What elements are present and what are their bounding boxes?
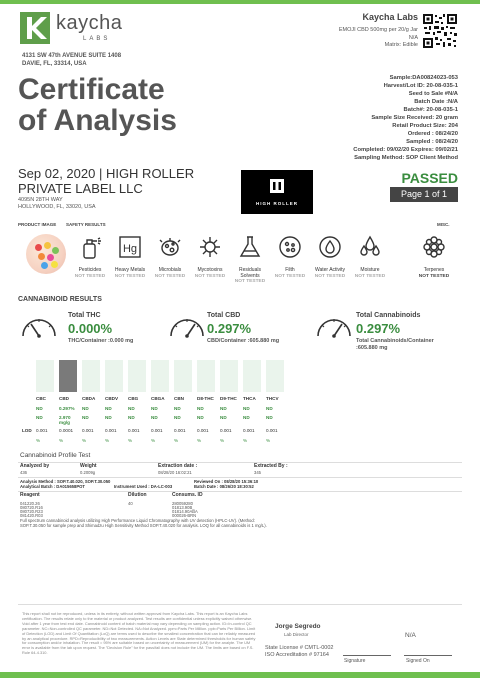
cell: % — [151, 438, 156, 443]
instrument-used: Instrument Used : DA-LC-003 — [114, 484, 173, 489]
status-badge: PASSED — [401, 170, 458, 186]
cell: % — [82, 438, 87, 443]
moisture-icon — [357, 234, 383, 260]
test-name: Moisture — [360, 267, 380, 273]
logo-text: kaycha — [56, 12, 123, 34]
cannabinoid-results-title: CANNABINOID RESULTS — [18, 296, 102, 303]
thc-gauge-icon — [20, 314, 58, 338]
completed-date: Completed: 09/02/20 Expires: 09/02/21 — [353, 147, 458, 154]
cell: 0.297% — [59, 406, 75, 411]
test-pesticides — [70, 232, 110, 280]
test-microbials — [150, 232, 190, 280]
client-address-2: HOLLYWOOD, FL, 33020, USA — [18, 204, 96, 210]
consums-label: Consums. ID — [172, 492, 203, 498]
test-name: Water Activity — [314, 267, 346, 273]
address-line-1: 4131 SW 47th AVENUE SUITE 1408 — [22, 53, 122, 59]
test-name: Residuals Solvents — [239, 267, 261, 279]
microbials-icon — [157, 234, 183, 260]
page-indicator: Page 1 of 1 — [390, 187, 458, 202]
thc-container: THC/Container :0.000 mg — [68, 338, 134, 344]
total-cannabinoids-container — [356, 338, 434, 352]
test-water-activity — [310, 232, 350, 280]
total-cbd-value: 0.297% — [207, 321, 252, 336]
extracted-by-label: Extracted By : — [254, 463, 288, 469]
bar-d9-thc — [220, 360, 238, 392]
col-thca: THCA — [243, 396, 256, 401]
heavy-metals-icon — [117, 234, 143, 260]
kaycha-logo-icon — [20, 12, 50, 44]
lab-name: Kaycha Labs — [362, 12, 418, 22]
cell: 0.0001 — [59, 428, 74, 433]
cell: % — [174, 438, 179, 443]
cell: ND — [243, 406, 250, 411]
reagent-item: 080720.R23 — [20, 509, 43, 514]
signed-on-label: Signed On — [406, 658, 430, 664]
cell: ND — [151, 415, 158, 420]
cell: 0.001 — [151, 428, 163, 433]
cell: 2.970 mg/g — [59, 415, 71, 425]
total-cbd-label: Total CBD — [207, 312, 241, 319]
product-image-label: PRODUCT IMAGE — [18, 222, 57, 227]
brand-mark-icon — [270, 179, 284, 193]
sample-id: Sample:DA00824023-053 — [389, 75, 458, 81]
iso-accreditation: ISO Accreditation # 97164 — [265, 652, 329, 658]
analyzed-by-value: 436 — [20, 470, 27, 475]
cell: 0.001 — [82, 428, 94, 433]
test-terpenes — [414, 232, 454, 280]
col-d8-thc: D8-THC — [197, 396, 214, 401]
top-accent-bar — [0, 0, 480, 4]
water-activity-icon — [317, 234, 343, 260]
cell: % — [220, 438, 225, 443]
reagent-item: 041220.26 — [20, 501, 40, 506]
cell: ND — [174, 415, 181, 420]
client-header — [18, 166, 194, 196]
lod-label: LOD — [22, 428, 32, 433]
cell: ND — [174, 406, 181, 411]
divider — [18, 477, 462, 478]
cell: ND — [220, 415, 227, 420]
test-status: NOT TESTED — [234, 279, 266, 284]
col-thcv: THCV — [266, 396, 279, 401]
batch-date: Batch Date :N/A — [414, 99, 458, 106]
logo-subtext: LABS — [83, 36, 111, 42]
matrix: Matrix: Edible — [384, 42, 418, 48]
mycotoxins-icon — [197, 234, 223, 260]
cell: 0.001 — [243, 428, 255, 433]
cell: ND — [266, 406, 273, 411]
product-na: N/A — [408, 34, 418, 41]
consums-item: 01814.90ABA — [172, 509, 198, 514]
safety-tests — [70, 232, 470, 292]
terpenes-icon — [421, 234, 447, 260]
cell: % — [197, 438, 202, 443]
sample-metadata — [353, 74, 458, 163]
table-row-lod — [22, 428, 296, 435]
test-mycotoxins — [190, 232, 230, 280]
accreditation — [265, 645, 333, 659]
test-moisture — [350, 232, 390, 280]
bar-cbc — [36, 360, 54, 392]
cell: ND — [36, 406, 43, 411]
cell: % — [243, 438, 248, 443]
divider — [18, 491, 462, 492]
bar-cbg — [128, 360, 146, 392]
test-name: Mycotoxins — [197, 267, 223, 273]
ordered-date: Ordered : 08/24/20 — [407, 131, 458, 138]
sampling-method: Sampling Method: SOP Client Method — [354, 155, 458, 162]
product-image — [26, 234, 66, 274]
bar-d8-thc — [197, 360, 215, 392]
client-address-1: 4095N 28TH WAY — [18, 197, 63, 203]
cell: % — [128, 438, 133, 443]
total-thc-label: Total THC — [68, 312, 101, 319]
safety-results-label: SAFETY RESULTS — [66, 222, 106, 227]
bar-cbga — [151, 360, 169, 392]
dilution-value: 40 — [128, 501, 133, 506]
analysis-method: Analysis Method : SOP.T.40.020, SOP.T.30.050 — [20, 479, 111, 484]
test-name: Filth — [285, 267, 295, 273]
test-status: NOT TESTED — [314, 273, 346, 279]
test-status: NOT TESTED — [74, 273, 106, 279]
test-status: NOT TESTED — [194, 273, 226, 279]
cell: ND — [36, 415, 43, 420]
consums-item: 000026-BRN — [172, 513, 197, 518]
cell: % — [36, 438, 41, 443]
test-status: NOT TESTED — [274, 273, 306, 279]
extraction-date-value: 08/28/20 16:02:21 — [158, 470, 192, 475]
cell: ND — [220, 406, 227, 411]
table-row-unit — [36, 438, 296, 445]
test-name: Heavy Metals — [114, 267, 146, 273]
cell: % — [266, 438, 271, 443]
bar-thca — [243, 360, 261, 392]
cell: % — [59, 438, 64, 443]
col-cbn: CBN — [174, 396, 184, 401]
weight-value: 0.2009g — [80, 470, 96, 475]
lab-director-name: Jorge Segredo — [275, 623, 321, 630]
bottom-accent-bar — [0, 672, 480, 678]
batch-number: Batch#: 20-08-035-1 — [403, 107, 458, 114]
test-name: Terpenes — [423, 267, 445, 273]
product-line: EMOJI CBD 500mg per 20/g Jar — [338, 27, 418, 33]
consums-item: 01813.90B_ — [172, 505, 195, 510]
test-status: NOT TESTED — [418, 273, 450, 279]
col-cbd: CBD — [59, 396, 69, 401]
disclaimer-text: This report shall not be reproduced, unless in its entirety, without written approval from Kaycha Labs. This report is an Kaycha Labs certification. The results relate only to the material or product analyzed. Test results are confidential unless explicitly waived otherwise. Void after 1 year from test end date. Cannabinoid content of batch material may vary depending on sampling action. ID=In-control QC parameter. NC=Non-controlled QC parameter. ND=Not Detected. NA=Not Analyzed. ppm=Parts Per Million. ppb=Parts Per Billion. Limit of Detection (LOD) and Limit Of Quantitation (LoQ) are terms used to describe the smallest concentration that can be reliably measured by an analytical procedure. RPD=Reproducibility of two measurements. Action Levels are State determined thresholds for human safety for consumption and/or inhalation. The result = 95% are suitable based on uncertainty of measurement (UM) for the analyte. The UM error is available from the lab upon request. The "Decision Rule" for the pass/fail does not include the UM. The limits are based on F.S. Rule 64-4.310. — [22, 611, 256, 656]
signature-line — [343, 655, 391, 656]
consums-item: 280059280 — [172, 501, 193, 506]
cell: ND — [197, 406, 204, 411]
bar-cbd — [59, 360, 77, 392]
cell: 0.001 — [105, 428, 117, 433]
bar-thcv — [266, 360, 284, 392]
filth-icon — [277, 234, 303, 260]
lab-address — [22, 52, 121, 68]
table-row-percent — [36, 406, 296, 413]
title-line-1: Certificate — [18, 73, 165, 106]
cell: 0.001 — [220, 428, 232, 433]
total-cannabinoids-label: Total Cannabinoids — [356, 312, 421, 319]
test-status: NOT TESTED — [114, 273, 146, 279]
extraction-date-label: Extraction date : — [158, 463, 198, 469]
bar-cbda — [82, 360, 100, 392]
cell: ND — [266, 415, 273, 420]
total-thc-value: 0.000% — [68, 321, 113, 336]
client-address — [18, 197, 96, 211]
table-row-mgg — [36, 415, 296, 425]
sample-size: Sample Size Received: 20 gram — [371, 115, 458, 122]
test-name: Microbials — [158, 267, 182, 273]
test-status: NOT TESTED — [154, 273, 186, 279]
cell: % — [105, 438, 110, 443]
residuals-solvents-icon — [237, 234, 263, 260]
seed-to-sale: Seed to Sale #N/A — [408, 91, 458, 98]
signed-on-line — [404, 655, 452, 656]
cell: ND — [82, 406, 89, 411]
misc-label: MISC. — [437, 222, 450, 227]
profile-test-title: Cannabinoid Profile Test — [20, 452, 91, 459]
footer-divider — [18, 604, 462, 605]
method-note: Full spectrum cannabinoid analysis utilizing High Performance Liquid Chromatography with UV detection (HPLC-UV). (Method: SOP.T.30.050 for sample prep and Shimadzu High Sensitivity Method SOP.T.40.020 for analysis. LOQ for all cannabinoids is 1 mg/L). — [20, 518, 267, 528]
product-info — [339, 27, 418, 50]
total-cannabinoids-gauge-icon — [315, 314, 353, 338]
address-line-2: DAVIE, FL, 33314, USA — [22, 61, 87, 67]
bar-cbn — [174, 360, 192, 392]
cell: ND — [82, 415, 89, 420]
total-container-label: Total Cannabinoids/Container — [356, 338, 434, 344]
brand-name: HIGH ROLLER — [256, 201, 298, 206]
bar-cbdv — [105, 360, 123, 392]
col-cbda: CBDA — [82, 396, 96, 401]
cell: 0.001 — [197, 428, 209, 433]
title-line-2: of Analysis — [18, 104, 177, 137]
signature-label: Signature — [344, 658, 366, 664]
analytical-batch: Analytical Batch : DA015658POT — [20, 484, 85, 489]
pesticides-icon — [77, 234, 103, 260]
cell: ND — [128, 415, 135, 420]
cell: ND — [105, 406, 112, 411]
col-cbga: CBGA — [151, 396, 165, 401]
lab-director-title: Lab Director — [284, 632, 309, 637]
analyzed-by-label: Analyzed by — [20, 463, 50, 469]
col-cbdv: CBDV — [105, 396, 119, 401]
test-residuals-solvents — [230, 232, 270, 285]
dilution-label: Dilution — [128, 492, 147, 498]
cbd-container: CBD/Container :605.880 mg — [207, 338, 280, 344]
reagent-item: 081420.R03 — [20, 513, 43, 518]
extracted-by-value: 345 — [254, 470, 261, 475]
col-cbc: CBC — [36, 396, 46, 401]
date-client-line: Sep 02, 2020 | HIGH ROLLER — [18, 166, 195, 181]
cannabinoid-bars — [36, 360, 290, 392]
state-license: State License # CMTL-0002 — [265, 645, 334, 651]
qr-code-icon[interactable] — [422, 13, 458, 49]
cell: ND — [151, 406, 158, 411]
cell: ND — [243, 415, 250, 420]
sampled-date: Sampled : 08/24/20 — [406, 139, 458, 146]
svg-text:Hg: Hg — [122, 243, 138, 255]
client-name-line: PRIVATE LABEL LLC — [18, 181, 143, 196]
reagent-label: Reagent — [20, 492, 40, 498]
reagent-item: 080720.R16 — [20, 505, 43, 510]
cell: ND — [197, 415, 204, 420]
cbd-gauge-icon — [168, 314, 206, 338]
test-status: NOT TESTED — [354, 273, 386, 279]
profile-batch-date: Batch Date : 08/26/20 18:30:52 — [194, 484, 254, 489]
col-cbg: CBG — [128, 396, 139, 401]
retail-size: Retail Product Size: 204 — [392, 123, 458, 130]
cell: ND — [128, 406, 135, 411]
total-container-value: :605.880 mg — [356, 345, 388, 351]
brand-logo — [241, 170, 313, 214]
test-filth — [270, 232, 310, 280]
test-heavy-metals — [110, 232, 150, 280]
total-cannabinoids-value: 0.297% — [356, 321, 401, 336]
cell: 0.001 — [174, 428, 186, 433]
col-d9-thc: D9-THC — [220, 396, 237, 401]
harvest-lot-id: Harvest/Lot ID: 20-08-035-1 — [383, 83, 458, 90]
cell: 0.001 — [128, 428, 140, 433]
cell: 0.001 — [36, 428, 48, 433]
signed-on-value: N/A — [405, 632, 416, 639]
cell: ND — [105, 415, 112, 420]
weight-label: Weight — [80, 463, 97, 469]
reviewed-on: Reviewed On : 08/28/20 15:36:10 — [194, 479, 259, 484]
table-header-row — [36, 396, 296, 403]
cell: 0.001 — [266, 428, 278, 433]
certificate-title — [18, 74, 177, 136]
test-name: Pesticides — [78, 267, 102, 273]
